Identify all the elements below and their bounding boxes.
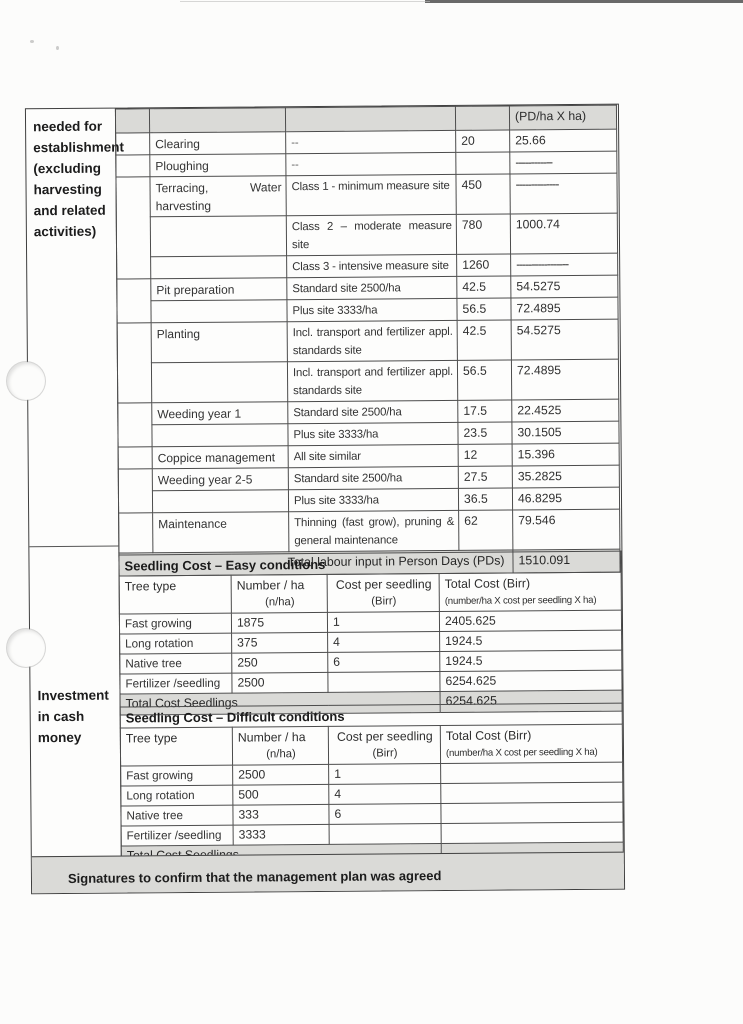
detail-cell: Plus site 3333/ha — [287, 298, 457, 321]
cost-per-seedling-cell — [329, 824, 441, 845]
pd-value-cell: 450 — [456, 174, 510, 214]
cost-per-seedling-cell: 6 — [329, 804, 441, 825]
total-cost-cell: 6254.625 — [440, 670, 622, 691]
pd-value-cell: 12 — [458, 444, 512, 466]
number-per-ha-cell: 2500 — [233, 764, 329, 785]
spacer-cell — [117, 323, 152, 403]
number-per-ha-cell: 2500 — [232, 672, 328, 693]
pd-per-ha-value-cell: 72.4895 — [511, 297, 618, 320]
pd-value-cell: 62 — [459, 510, 513, 550]
tree-type-cell: Fertilizer /seedling — [121, 825, 233, 846]
tree-type-cell: Long rotation — [121, 785, 233, 806]
cost-per-seedling-cell — [328, 672, 440, 693]
pd-per-ha-value-cell: 72.4895 — [511, 359, 618, 400]
easy-column-header-row — [119, 572, 621, 614]
punch-hole — [7, 629, 45, 667]
pd-per-ha-value-cell: ----------------- — [511, 253, 618, 276]
spacer-cell — [116, 133, 150, 155]
difficult-table-title: Seedling Cost – Difficult conditions — [120, 703, 622, 728]
pd-value-cell: 42.5 — [457, 276, 511, 298]
pd-value-cell: 17.5 — [458, 400, 512, 422]
number-per-ha-cell: 333 — [233, 804, 329, 825]
pd-value-cell: 56.5 — [457, 360, 511, 400]
pd-value-cell: 23.5 — [458, 422, 512, 444]
activity-cell: Ploughing — [150, 154, 286, 177]
signature-row — [32, 852, 624, 894]
pd-per-ha-value-cell: 15.396 — [512, 443, 619, 466]
detail-cell: Standard site 2500/ha — [288, 466, 458, 489]
detail-cell: Standard site 2500/ha — [287, 276, 457, 299]
pd-per-ha-value-cell: 25.66 — [510, 129, 617, 152]
activity-cell: Weeding year 1 — [152, 402, 288, 425]
pd-value-cell: 1260 — [457, 254, 511, 276]
section-label-labour: needed for establishment (excluding harvesting and related activities) — [33, 118, 125, 240]
activity-cell — [150, 216, 286, 257]
total-cost-cell — [441, 762, 623, 783]
total-cost-cell: 2405.625 — [439, 610, 621, 631]
number-per-ha-cell: 3333 — [233, 824, 329, 845]
detail-cell: Plus site 3333/ha — [288, 422, 458, 445]
detail-cell: -- — [286, 130, 456, 153]
pd-per-ha-value-cell: 54.5275 — [511, 319, 618, 360]
detail-cell: -- — [286, 152, 456, 175]
tree-type-cell: Native tree — [120, 653, 232, 674]
pd-per-ha-value-cell: -------------- — [510, 173, 617, 214]
detail-cell: Class 2 – moderate measure site — [286, 214, 456, 255]
section-label-investment: Investment in cash money — [37, 687, 109, 746]
total-cost-cell — [441, 782, 623, 803]
cost-per-seedling-header: Cost per seedling (Birr) — [328, 726, 440, 765]
pd-per-ha-value-cell: 30.1505 — [512, 421, 619, 444]
management-plan-form — [25, 104, 625, 895]
pd-per-ha-value-cell: 22.4525 — [512, 399, 619, 422]
pd-value-cell: 56.5 — [457, 298, 511, 320]
detail-cell: Incl. transport and fertilizer appl. standards site — [287, 360, 457, 401]
total-cost-cell: 1924.5 — [440, 650, 622, 671]
activity-cell: Clearing — [150, 132, 286, 155]
total-cost-header: Total Cost (Birr) (number/ha X cost per seedling X ha) — [440, 724, 622, 763]
pd-per-ha-value-cell: 35.2825 — [512, 465, 619, 488]
cost-per-seedling-header: Cost per seedling (Birr) — [327, 574, 439, 613]
activity-cell: Weeding year 2-5 — [152, 468, 288, 491]
cost-per-seedling-cell: 4 — [328, 632, 440, 653]
total-cost-cell — [441, 822, 623, 843]
labour-total-value: 1510.091 — [513, 549, 620, 573]
spacer-cell — [116, 155, 150, 177]
pd-value-cell: 20 — [456, 130, 510, 152]
activity-cell: Coppice management — [152, 446, 288, 469]
labour-input-table — [115, 105, 621, 577]
labour-total-label: Total labour input in Person Days (PDs) — [119, 550, 513, 576]
activity-cell — [151, 256, 287, 279]
punch-hole — [7, 362, 45, 400]
activity-cell — [152, 490, 288, 513]
activity-cell: Terracing, Water harvesting — [150, 176, 286, 217]
detail-cell: Standard site 2500/ha — [288, 400, 458, 423]
tree-type-cell: Fast growing — [119, 613, 231, 634]
number-per-ha-header: Number / ha (n/ha) — [231, 574, 327, 613]
activity-cell — [151, 362, 287, 403]
detail-cell: All site similar — [288, 444, 458, 467]
spacer-cell — [116, 177, 151, 279]
spacer-cell — [115, 109, 149, 133]
pd-value-cell — [456, 152, 510, 174]
labour-row — [116, 213, 617, 257]
spacer-cell — [118, 447, 152, 469]
pd-per-ha-value-cell: ------------ — [510, 151, 617, 174]
activity-cell — [151, 300, 287, 323]
activity-header-cell — [149, 108, 285, 133]
detail-cell: Thinning (fast grow), pruning & general maintenance — [289, 510, 459, 551]
spacer-cell — [117, 279, 151, 323]
activity-cell: Pit preparation — [151, 278, 287, 301]
easy-total-label: Total Cost Seedlings — [120, 692, 440, 716]
pd-per-ha-header-cell: (PD/ha X ha) — [509, 105, 616, 130]
pd-per-ha-value-cell: 46.8295 — [512, 487, 619, 510]
detail-cell: Class 3 - intensive measure site — [287, 254, 457, 277]
seedling-cost-difficult-table — [120, 703, 624, 868]
tree-type-cell: Native tree — [121, 805, 233, 826]
labour-row — [117, 319, 618, 363]
difficult-column-header-row — [120, 724, 622, 766]
left-label-column — [26, 109, 125, 857]
labour-row — [117, 359, 618, 403]
total-cost-cell — [441, 802, 623, 823]
labour-table-body — [116, 129, 620, 553]
pd-value-cell: 36.5 — [458, 488, 512, 510]
cost-per-seedling-cell: 6 — [328, 652, 440, 673]
pd-value-cell: 42.5 — [457, 320, 511, 360]
seedling-cost-easy-table — [118, 551, 622, 716]
cost-per-seedling-cell: 4 — [329, 784, 441, 805]
section-divider — [29, 546, 118, 548]
labour-row — [119, 509, 620, 553]
total-cost-header: Total Cost (Birr) (number/ha X cost per seedling X ha) — [439, 572, 621, 611]
easy-total-value: 6254.625 — [440, 690, 622, 712]
tree-type-cell: Long rotation — [120, 633, 232, 654]
cost-per-seedling-cell: 1 — [327, 612, 439, 633]
tree-type-header: Tree type — [120, 727, 232, 766]
pd-per-ha-value-cell: 54.5275 — [511, 275, 618, 298]
seedling-difficult-body — [121, 762, 624, 846]
cost-per-seedling-cell: 1 — [329, 764, 441, 785]
spacer-cell — [118, 403, 152, 447]
tree-type-cell: Fast growing — [121, 765, 233, 786]
signature-statement: Signatures to confirm that the management plan was agreed — [67, 868, 442, 886]
spacer-cell — [118, 469, 152, 513]
easy-table-title: Seedling Cost – Easy conditions — [119, 551, 621, 576]
seedling-easy-body — [119, 610, 622, 694]
pd-value-cell: 780 — [456, 214, 510, 254]
pd-per-ha-value-cell: 79.546 — [513, 509, 620, 550]
number-per-ha-cell: 375 — [232, 632, 328, 653]
total-cost-cell: 1924.5 — [440, 630, 622, 651]
detail-cell: Plus site 3333/ha — [288, 488, 458, 511]
number-per-ha-header: Number / ha (n/ha) — [232, 726, 328, 765]
number-per-ha-cell: 500 — [233, 784, 329, 805]
detail-cell: Class 1 - minimum measure site — [286, 174, 456, 215]
labour-row — [116, 173, 617, 217]
activity-cell — [152, 424, 288, 447]
number-per-ha-cell: 1875 — [231, 612, 327, 633]
tree-type-header: Tree type — [119, 575, 231, 614]
activity-cell: Maintenance — [153, 512, 289, 553]
activity-cell: Planting — [151, 322, 287, 363]
number-per-ha-cell: 250 — [232, 652, 328, 673]
detail-cell: Incl. transport and fertilizer appl. standards site — [287, 320, 457, 361]
detail-header-cell — [285, 106, 455, 131]
pd-header-cell — [455, 106, 509, 130]
pd-per-ha-value-cell: 1000.74 — [510, 213, 617, 254]
pd-value-cell: 27.5 — [458, 466, 512, 488]
tree-type-cell: Fertilizer /seedling — [120, 673, 232, 694]
spacer-cell — [119, 513, 153, 553]
